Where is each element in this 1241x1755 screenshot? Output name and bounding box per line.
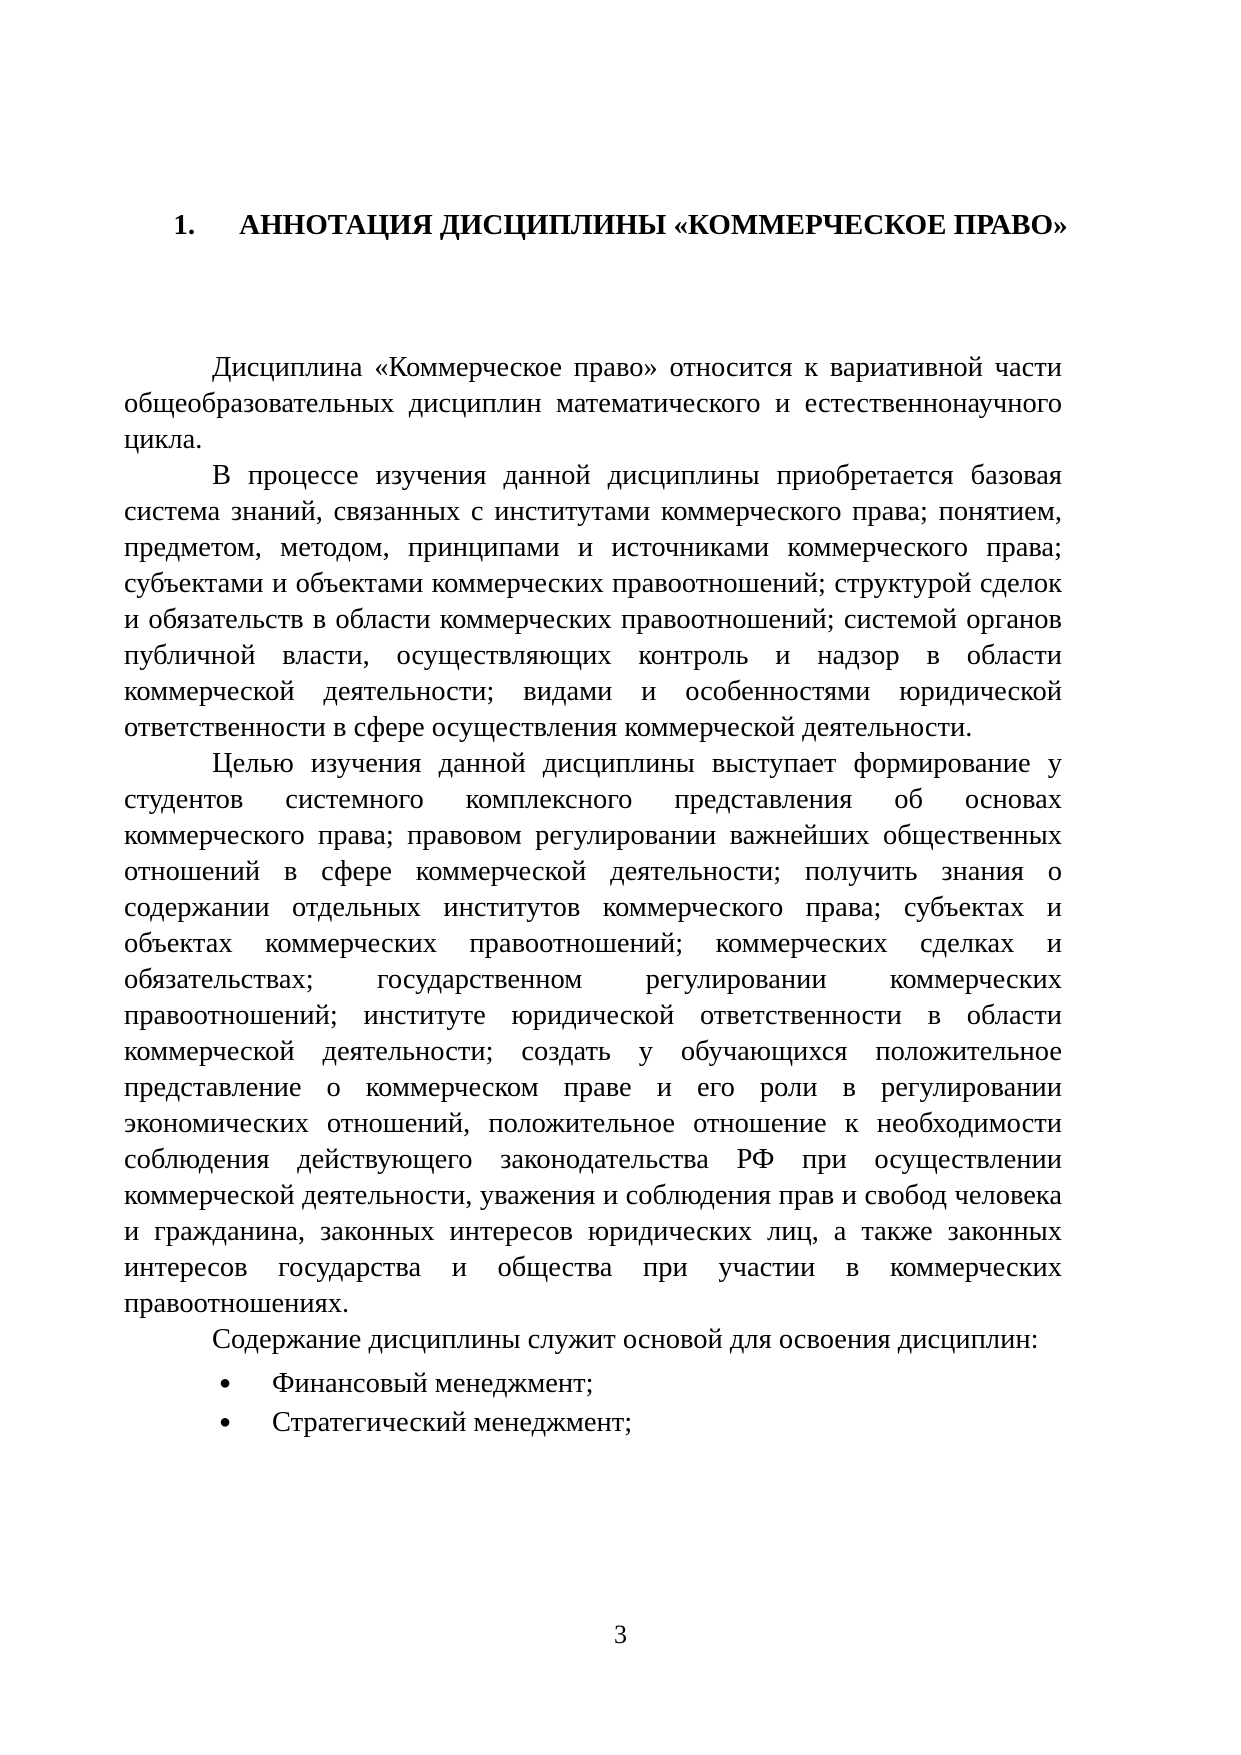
list-item-text: Финансовый менеджмент; bbox=[272, 1368, 594, 1399]
paragraph-study-goal: Целью изучения данной дисциплины выступает формирование у студентов системного комплексного представления об основах коммерческого права; правовом регулировании важнейших общественных отношений в сфере коммерческой деятельности; получить знания о содержании отдельных институтов коммерческого права; субъектах и объектах коммерческих правоотношений; коммерческих сделках и обязательствах; государственном регулировании коммерческих правоотношений; институте юридической ответственности в области коммерческой деятельности; создать у обучающихся положительное представление о коммерческом праве и его роли в регулировании экономических отношений, положительное отношение к необходимости соблюдения действующего законодательства РФ при осуществлении коммерческой деятельности, уважения и соблюдения прав и свобод человека и гражданина, законных интересов юридических лиц, а также законных интересов государства и общества при участии в коммерческих правоотношениях. bbox=[124, 748, 1062, 1319]
section-title: АННОТАЦИЯ ДИСЦИПЛИНЫ «КОММЕРЧЕСКОЕ ПРАВО» bbox=[239, 209, 1068, 241]
page-number: 3 bbox=[614, 1620, 627, 1649]
bullet-icon: ● bbox=[218, 1411, 232, 1433]
section-number: 1. bbox=[173, 209, 196, 241]
paragraph-study-process: В процессе изучения данной дисциплины приобретается базовая система знаний, связанных с институтами коммерческого права; понятием, предметом, методом, принципами и источниками коммерческого права; субъектами и объектами коммерческих правоотношений; структурой сделок и обязательств в области коммерческих правоотношений; системой органов публичной власти, осуществляющих контроль и надзор в области коммерческой деятельности; видами и особенностями юридической ответственности в сфере осуществления коммерческой деятельности. bbox=[124, 460, 1062, 743]
paragraph-content-basis: Содержание дисциплины служит основой для освоения дисциплин: bbox=[212, 1324, 1039, 1355]
list-item-text: Стратегический менеджмент; bbox=[272, 1407, 633, 1438]
body-text bbox=[124, 350, 1062, 1442]
paragraph-discipline-placement: Дисциплина «Коммерческое право» относится к вариативной части общеобразовательных дисциплин математического и естественнонаучного цикла. bbox=[124, 352, 1062, 455]
list-item bbox=[124, 1364, 1062, 1403]
section-heading bbox=[124, 205, 1117, 246]
list-item bbox=[124, 1403, 1062, 1442]
related-disciplines-list bbox=[124, 1364, 1062, 1442]
bullet-icon: ● bbox=[218, 1372, 232, 1394]
